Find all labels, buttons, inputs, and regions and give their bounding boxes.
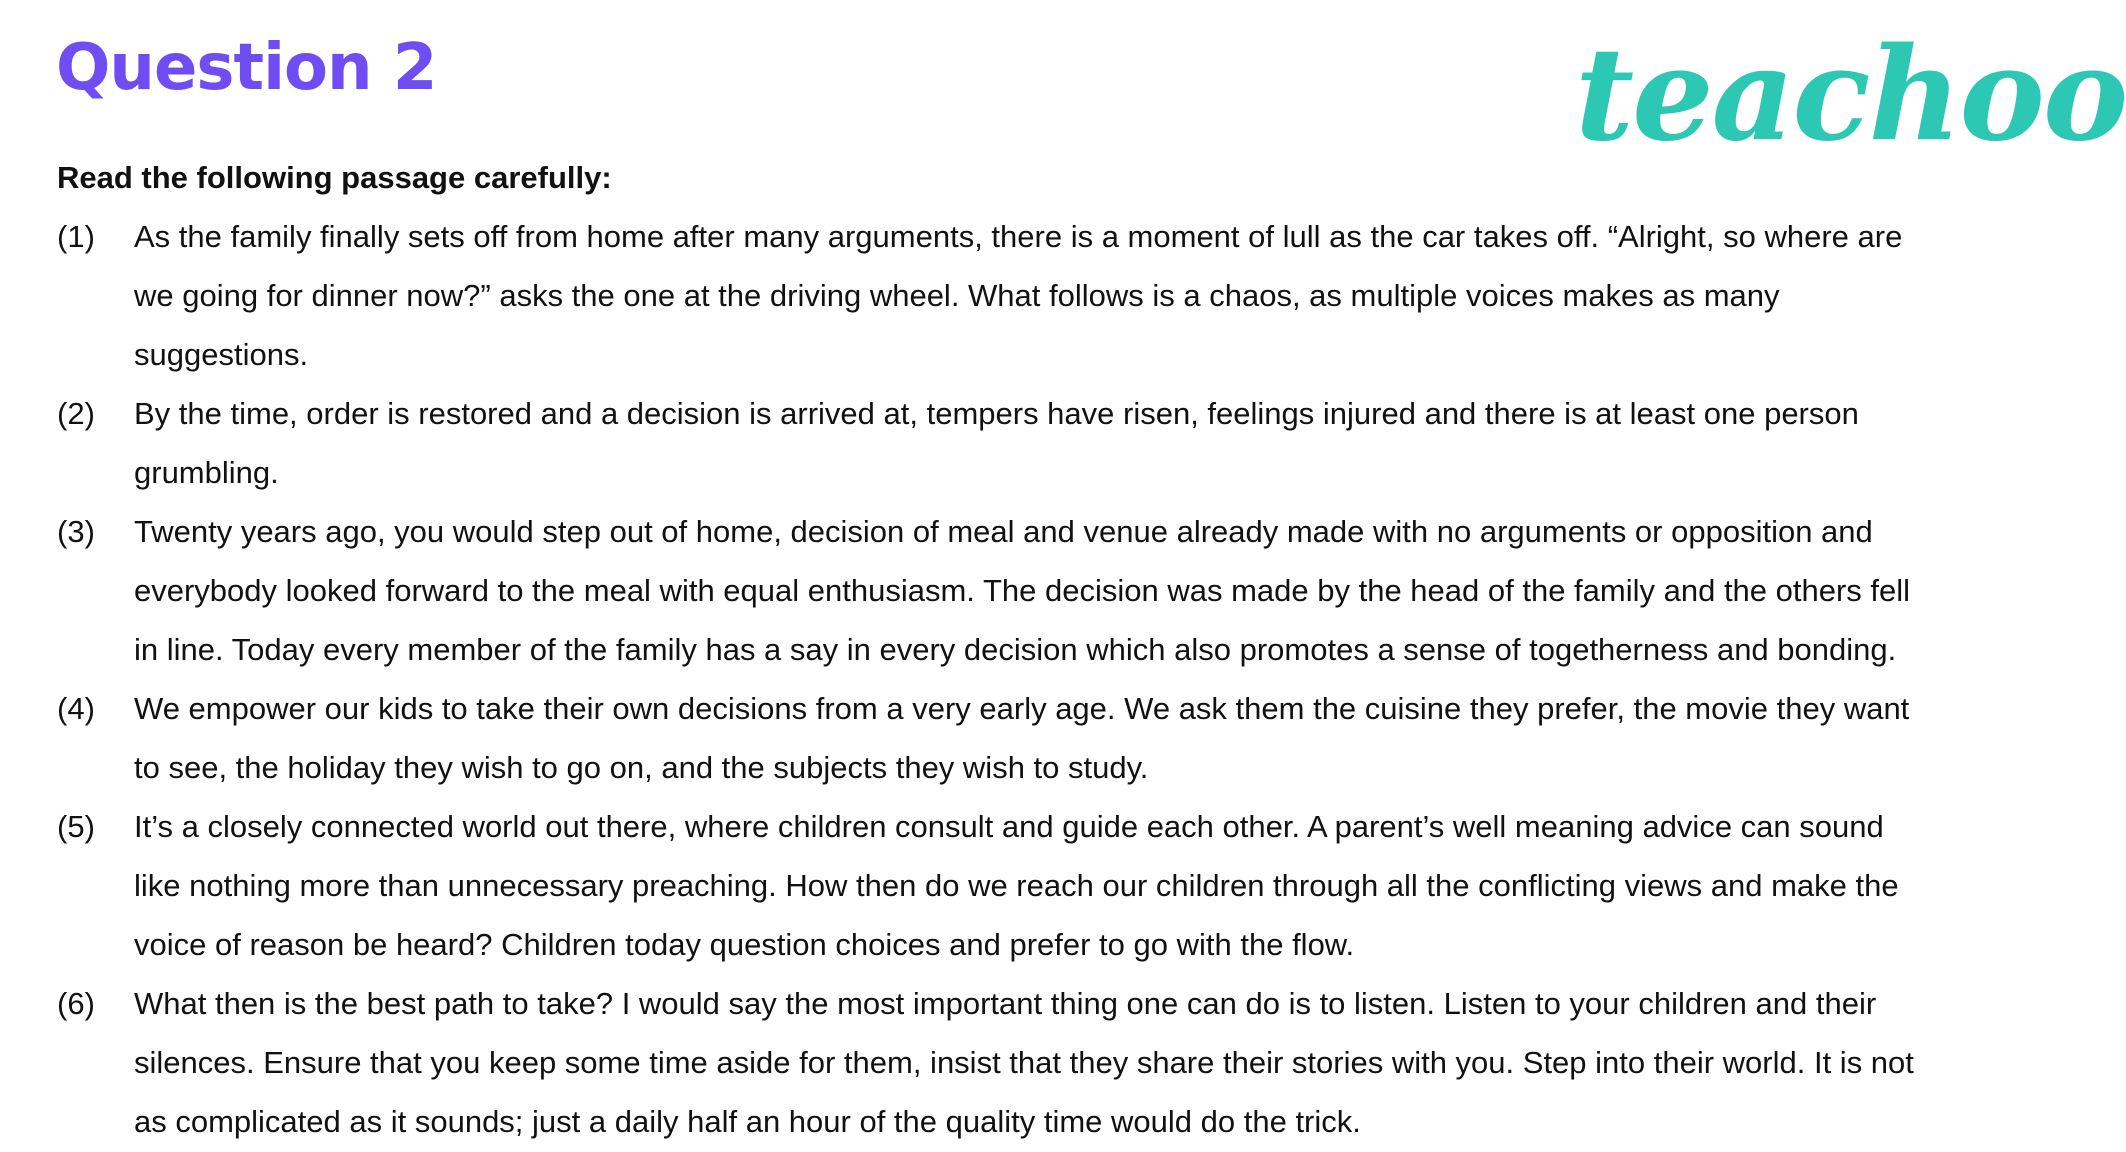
paragraph-line: in line. Today every member of the family has a say in every decision which also promotes a sense of togetherness and bonding. [134,632,1897,667]
paragraph-text [134,974,2032,1151]
paragraph-line: grumbling. [134,455,279,490]
paragraph-6 [57,974,2032,1151]
paragraph-text [134,502,2032,679]
paragraph-2 [57,384,2032,502]
paragraph-4 [57,679,2032,797]
paragraph-number: (6) [57,986,95,1021]
paragraph-line: as complicated as it sounds; just a daily half an hour of the quality time would do the trick. [134,1104,1361,1139]
paragraph-line: Twenty years ago, you would step out of home, decision of meal and venue already made with no arguments or opposition and [134,514,1873,549]
paragraph-line: It’s a closely connected world out there, where children consult and guide each other. A parent’s well meaning advice can sound [134,809,1884,844]
paragraph-text [134,207,2032,384]
paragraph-line: voice of reason be heard? Children today question choices and prefer to go with the flow. [134,927,1355,962]
paragraph-line: suggestions. [134,337,309,372]
passage [57,207,2032,1151]
paragraph-text [134,797,2032,974]
paragraph-line: we going for dinner now?” asks the one at the driving wheel. What follows is a chaos, as multiple voices makes as many [134,278,1780,313]
paragraph-text [134,679,2032,797]
paragraph-number: (4) [57,691,95,726]
paragraph-number: (1) [57,219,95,254]
instruction-text: Read the following passage carefully: [57,160,612,195]
paragraph-number: (3) [57,514,95,549]
paragraph-line: What then is the best path to take? I would say the most important thing one can do is to listen. Listen to your children and their [134,986,1877,1021]
paragraph-3 [57,502,2032,679]
page-title: Question 2 [56,31,437,105]
paragraph-text [134,384,2032,502]
paragraph-line: By the time, order is restored and a decision is arrived at, tempers have risen, feelings injured and there is at least one person [134,396,1859,431]
paragraph-line: to see, the holiday they wish to go on, and the subjects they wish to study. [134,750,1149,785]
paragraph-line: As the family finally sets off from home after many arguments, there is a moment of lull as the car takes off. “Alright, so where are [134,219,1903,254]
paragraph-5 [57,797,2032,974]
paragraph-line: everybody looked forward to the meal with equal enthusiasm. The decision was made by the head of the family and the others fell [134,573,1911,608]
paragraph-line: like nothing more than unnecessary preaching. How then do we reach our children through all the conflicting views and make the [134,868,1899,903]
paragraph-line: silences. Ensure that you keep some time aside for them, insist that they share their stories with you. Step into their world. It is not [134,1045,1914,1080]
teachoo-logo: teachoo [1575,20,2126,170]
paragraph-number: (2) [57,396,95,431]
paragraph-line: We empower our kids to take their own decisions from a very early age. We ask them the cuisine they prefer, the movie they want [134,691,1910,726]
paragraph-number: (5) [57,809,95,844]
paragraph-1 [57,207,2032,384]
